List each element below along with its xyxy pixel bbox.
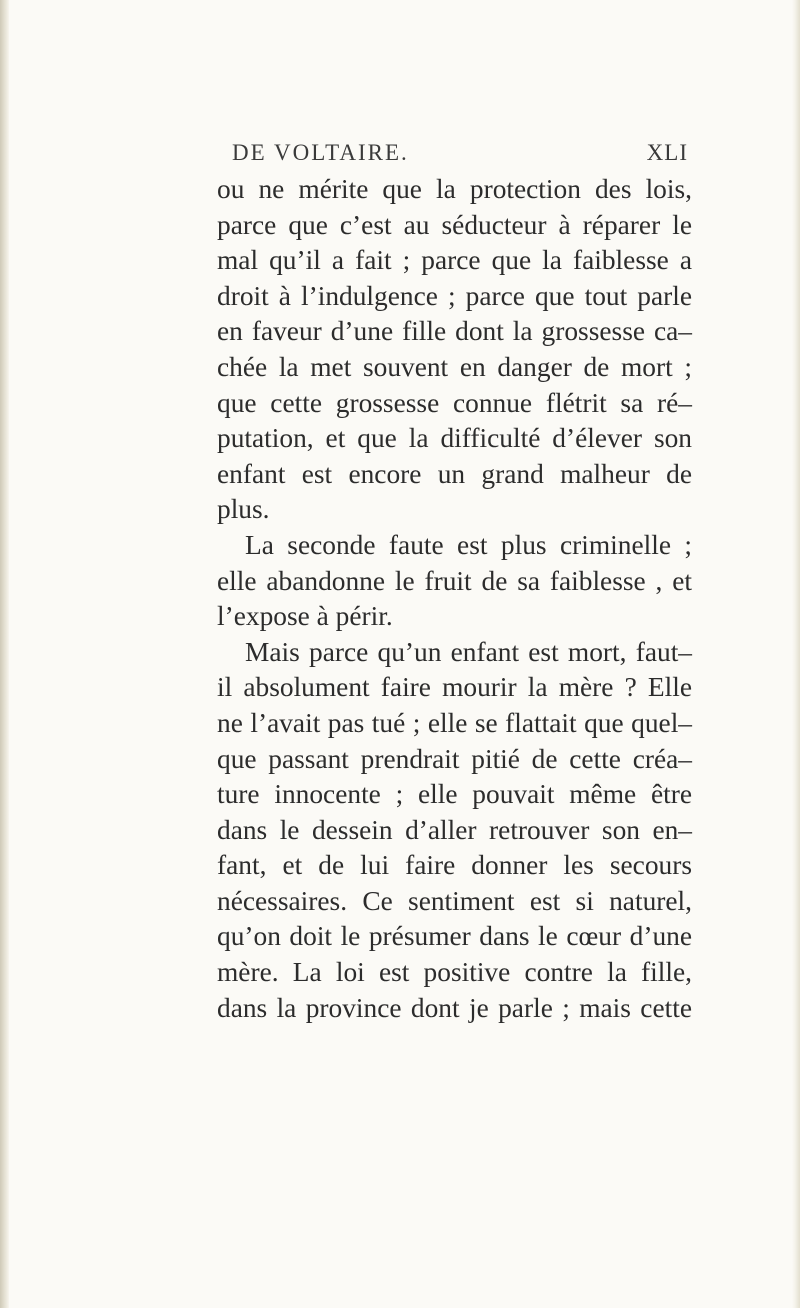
text-line: mal qu’il a fait ; parce que la faiblesse a <box>217 245 692 276</box>
text-line: que cette grossesse connue flétrit sa ré– <box>217 387 692 418</box>
text-line: plus. <box>217 494 270 525</box>
text-line: parce que c’est au séducteur à réparer le <box>217 209 692 240</box>
text-line: La seconde faute est plus criminelle ; <box>245 529 692 560</box>
text-line: putation, et que la difficulté d’élever son <box>217 423 692 454</box>
text-line: droit à l’indulgence ; parce que tout parle <box>217 280 692 311</box>
text-line: enfant est encore un grand malheur de <box>217 458 692 489</box>
page-right-edge <box>792 0 800 1308</box>
text-line: dans la province dont je parle ; mais cette <box>217 992 692 1023</box>
text-line: fant, et de lui faire donner les secours <box>217 850 692 881</box>
text-line: l’expose à périr. <box>217 601 393 632</box>
text-line: ture innocente ; elle pouvait même être <box>217 779 692 810</box>
text-line: Mais parce qu’un enfant est mort, faut– <box>245 636 692 667</box>
text-line: chée la met souvent en danger de mort ; <box>217 351 692 382</box>
body-text <box>217 172 692 1026</box>
text-line: dans le dessein d’aller retrouver son en– <box>217 814 692 845</box>
text-line: que passant prendrait pitié de cette créa– <box>217 743 692 774</box>
text-line: nécessaires. Ce sentiment est si naturel, <box>217 885 692 916</box>
running-title: DE VOLTAIRE. <box>232 140 409 165</box>
text-line: ou ne mérite que la protection des lois, <box>217 174 692 204</box>
text-line: en faveur d’une fille dont la grossesse ca– <box>217 316 692 347</box>
running-head <box>232 140 688 170</box>
page-binding-edge <box>0 0 9 1308</box>
text-line: qu’on doit le présumer dans le cœur d’une <box>217 921 692 952</box>
text-line: ne l’avait pas tué ; elle se flattait que quel– <box>217 707 692 738</box>
page-number: XLI <box>646 140 688 165</box>
text-line: il absolument faire mourir la mère ? Elle <box>217 672 692 703</box>
text-line: elle abandonne le fruit de sa faiblesse , et <box>217 565 692 596</box>
text-line: mère. La loi est positive contre la fille, <box>217 957 692 988</box>
